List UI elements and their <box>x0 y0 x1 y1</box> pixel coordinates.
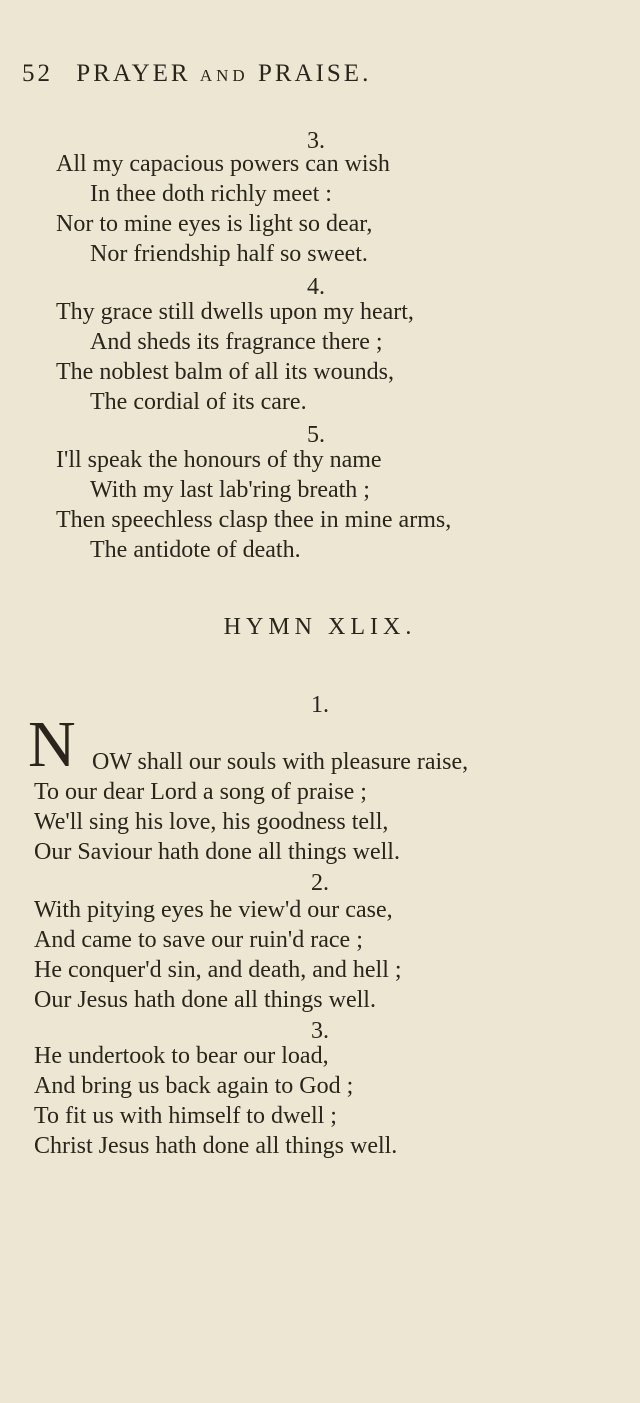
verse-line: To our dear Lord a song of praise ; <box>34 779 367 805</box>
verse-line: The cordial of its care. <box>90 389 307 415</box>
verse-line: Then speechless clasp thee in mine arms, <box>56 507 452 533</box>
verse-line: To fit us with himself to dwell ; <box>34 1103 337 1129</box>
verse-line: OW shall our souls with pleasure raise, <box>92 749 469 775</box>
header-title-word1: PRAYER <box>76 60 191 87</box>
verse-line: Our Jesus hath done all things well. <box>34 987 376 1013</box>
header-title-and: AND <box>199 66 249 85</box>
verse-line: Christ Jesus hath done all things well. <box>34 1133 398 1159</box>
drop-cap: N <box>28 708 76 781</box>
verse-line: The noblest balm of all its wounds, <box>56 359 394 385</box>
verse-line: He conquer'd sin, and death, and hell ; <box>34 957 402 983</box>
stanza-number: 5. <box>307 422 325 448</box>
stanza-number: 3. <box>311 1018 329 1044</box>
verse-line: And bring us back again to God ; <box>34 1073 354 1099</box>
verse-line: And sheds its fragrance there ; <box>90 329 383 355</box>
stanza-number: 1. <box>311 692 329 718</box>
running-header <box>22 60 542 88</box>
stanza-number: 4. <box>307 274 325 300</box>
header-title-word2: PRAISE. <box>257 60 372 87</box>
stanza-number: 2. <box>311 870 329 896</box>
verse-line: In thee doth richly meet : <box>90 181 332 207</box>
verse-line: All my capacious powers can wish <box>56 151 390 177</box>
stanza-number: 3. <box>307 128 325 154</box>
verse-line: With pitying eyes he view'd our case, <box>34 897 393 923</box>
verse-line: With my last lab'ring breath ; <box>90 477 370 503</box>
verse-line: And came to save our ruin'd race ; <box>34 927 363 953</box>
verse-line: Our Saviour hath done all things well. <box>34 839 400 865</box>
verse-line: Nor to mine eyes is light so dear, <box>56 211 373 237</box>
verse-line: He undertook to bear our load, <box>34 1043 329 1069</box>
verse-line: The antidote of death. <box>90 537 301 563</box>
verse-line: Nor friendship half so sweet. <box>90 241 368 267</box>
verse-line: We'll sing his love, his goodness tell, <box>34 809 389 835</box>
hymn-title: HYMN XLIX. <box>223 614 417 640</box>
verse-line: I'll speak the honours of thy name <box>56 447 382 473</box>
verse-line: Thy grace still dwells upon my heart, <box>56 299 414 325</box>
page-number: 52 <box>22 60 53 87</box>
